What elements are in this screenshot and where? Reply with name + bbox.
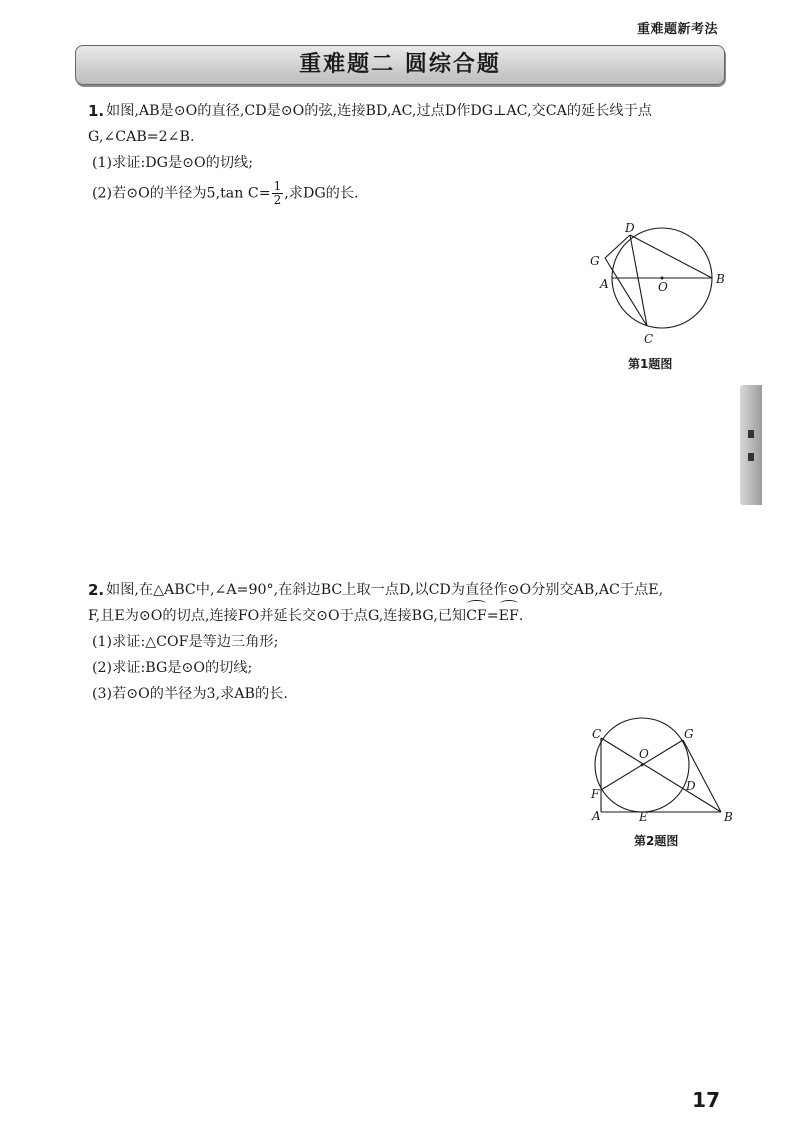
problem-text-line xyxy=(88,603,738,629)
label-o: O xyxy=(639,747,649,761)
label-a: A xyxy=(592,809,601,823)
arc-cf: CF xyxy=(466,603,487,629)
fraction-one-half xyxy=(272,180,284,207)
label-b: B xyxy=(724,810,733,824)
label-d: D xyxy=(625,221,635,235)
fraction-numerator: 1 xyxy=(273,179,282,193)
label-c: C xyxy=(592,727,602,741)
problem-part-1: (1)求证:△COF是等边三角形; xyxy=(92,634,279,650)
side-page-tab xyxy=(740,385,762,505)
arc-ef: EF xyxy=(499,603,519,629)
problem-text-line: G,∠CAB=2∠B. xyxy=(88,129,195,145)
problem-text-line: 如图,在△ABC中,∠A=90°,在斜边BC上取一点D,以CD为直径作⊙O分别交AB,AC于点E, xyxy=(106,582,664,598)
segment-bd xyxy=(630,235,712,278)
problem-part-3: (3)若⊙O的半径为3,求AB的长. xyxy=(92,686,288,702)
label-f: F xyxy=(591,787,600,801)
tab-mark xyxy=(748,430,754,438)
figure-1-diagram xyxy=(585,218,735,353)
part-2-text-end: ,求DG的长. xyxy=(284,185,359,202)
problem-part-2: (2)求证:BG是⊙O的切线; xyxy=(92,660,253,676)
figure-2-diagram xyxy=(585,710,745,828)
section-title: 重难题二 圆综合题 xyxy=(299,52,501,77)
figure-1-caption: 第1题图 xyxy=(628,357,673,371)
side-bc xyxy=(601,738,721,812)
label-d: D xyxy=(686,779,696,793)
problem-number: 1. xyxy=(88,102,105,120)
figure-1 xyxy=(585,218,735,353)
line-2-end: . xyxy=(518,608,524,624)
label-a: A xyxy=(600,277,609,291)
problem-1 xyxy=(88,98,738,207)
problem-part-1: (1)求证:DG是⊙O的切线; xyxy=(92,155,254,171)
arc-equal-sign: = xyxy=(486,608,499,624)
fraction-denominator: 2 xyxy=(273,193,282,207)
section-title-banner xyxy=(75,45,725,85)
page-number: 17 xyxy=(692,1088,720,1112)
label-e: E xyxy=(639,810,648,824)
line-2-text: F,且E为⊙O的切点,连接FO并延长交⊙O于点G,连接BG,已知 xyxy=(88,608,467,624)
problem-2 xyxy=(88,577,738,707)
segment-bg xyxy=(683,740,721,812)
label-g: G xyxy=(590,254,600,268)
problem-text-line: 如图,AB是⊙O的直径,CD是⊙O的弦,连接BD,AC,过点D作DG⊥AC,交CA的延长线于点 xyxy=(106,103,652,119)
label-o: O xyxy=(658,280,668,294)
center-o-dot xyxy=(641,764,644,767)
figure-2-caption: 第2题图 xyxy=(634,834,679,848)
label-c: C xyxy=(644,332,654,346)
problem-number: 2. xyxy=(88,581,105,599)
label-g: G xyxy=(684,727,694,741)
tab-mark xyxy=(748,453,754,461)
problem-part-2 xyxy=(88,180,738,207)
figure-2 xyxy=(585,710,745,828)
part-2-text: (2)若⊙O的半径为5,tan C= xyxy=(92,185,271,202)
label-b: B xyxy=(716,272,725,286)
section-header-tag: 重难题新考法 xyxy=(636,22,718,37)
